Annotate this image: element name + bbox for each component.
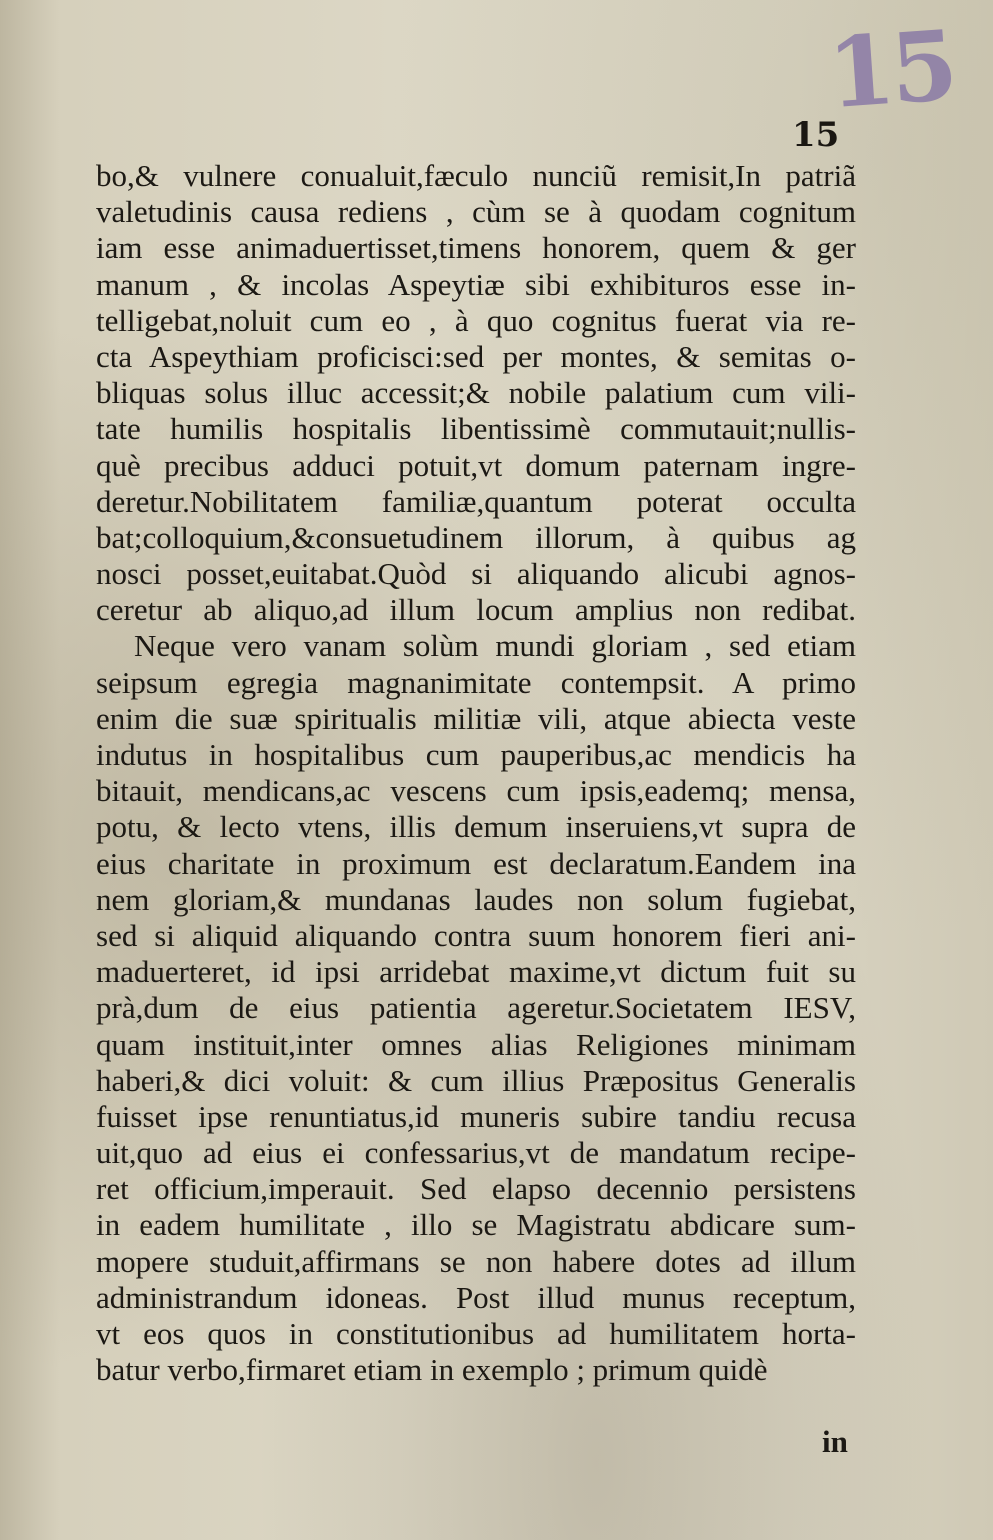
text-line: bliquas solus illuc accessit;& nobile palatium cum vili- — [96, 375, 856, 411]
text-line: batur verbo,firmaret etiam in exemplo ; primum quidè — [96, 1352, 768, 1388]
text-line: indutus in hospitalibus cum pauperibus,ac mendicis ha — [96, 737, 856, 772]
text-line: seipsum egregia magnanimitate contempsit. A primo — [96, 664, 856, 700]
text-line: ret officium,imperauit. Sed elapso decennio persistens — [96, 1171, 856, 1207]
text-line: quam instituit,inter omnes alias Religiones minimam — [96, 1026, 856, 1062]
text-line: potu, & lecto vtens, illis demum inseruiens,vt supra de — [96, 809, 856, 845]
text-line: bo,& vulnere conualuit,fæculo nunciũ remisit,In patriã — [96, 158, 856, 193]
text-line: iam esse animaduertisset,timens honorem, quem & ger — [96, 230, 856, 266]
text-line: deretur.Nobilitatem familiæ,quantum poterat occulta — [96, 483, 856, 519]
body-text — [96, 158, 856, 1388]
text-line: Neque vero vanam solùm mundi gloriam , sed etiam — [134, 628, 856, 664]
text-line: vt eos quos in constitutionibus ad humilitatem horta- — [96, 1316, 856, 1351]
catchword: in — [822, 1424, 848, 1459]
text-line: manum , & incolas Aspeytiæ sibi exhibituros esse in- — [96, 266, 856, 302]
paragraph-1 — [96, 158, 856, 628]
text-line: haberi,& dici voluit: & cum illius Præpositus Generalis — [96, 1062, 856, 1098]
text-line: nosci posset,euitabat.Quòd si aliquando alicubi agnos- — [96, 556, 856, 592]
text-line: nem gloriam,& mundanas laudes non solum fugiebat, — [96, 881, 856, 917]
paragraph-2 — [96, 628, 856, 1388]
text-line: sed si aliquid aliquando contra suum honorem fieri ani- — [96, 917, 856, 953]
text-line: maduerteret, id ipsi arridebat maxime,vt dictum fuit su — [96, 954, 856, 990]
text-line: mopere studuit,affirmans se non habere dotes ad illum — [96, 1243, 856, 1279]
text-line: administrandum idoneas. Post illud munus receptum, — [96, 1279, 856, 1315]
text-line: fuisset ipse renuntiatus,id muneris subire tandiu recusa — [96, 1098, 856, 1134]
text-line: uit,quo ad eius ei confessarius,vt de mandatum recipe- — [96, 1135, 856, 1171]
text-line: prà,dum de eius patientia ageretur.Societatem IESV, — [96, 990, 856, 1026]
text-line: telligebat,noluit cum eo , à quo cognitus fuerat via re- — [96, 302, 856, 338]
text-line: in eadem humilitate , illo se Magistratu abdicare sum- — [96, 1207, 856, 1243]
library-stamp: 15 — [824, 8, 958, 131]
text-line: eius charitate in proximum est declaratum.Eandem ina — [96, 845, 856, 881]
text-line: tate humilis hospitalis libentissimè commutauit;nullis- — [96, 411, 856, 447]
text-line: què precibus adduci potuit,vt domum paternam ingre- — [96, 447, 856, 483]
text-line: enim die suæ spiritualis militiæ vili, atque abiecta veste — [96, 700, 856, 736]
text-line: ceretur ab aliquo,ad illum locum amplius non redibat. — [96, 592, 856, 628]
text-line: bitauit, mendicans,ac vescens cum ipsis,eademq; mensa, — [96, 773, 856, 809]
page-number: 15 — [792, 115, 840, 155]
text-line: bat;colloquium,&consuetudinem illorum, à quibus ag — [96, 519, 856, 555]
text-line: valetudinis causa rediens , cùm se à quodam cognitum — [96, 194, 856, 230]
text-line: cta Aspeythiam proficisci:sed per montes, & semitas o- — [96, 338, 856, 374]
